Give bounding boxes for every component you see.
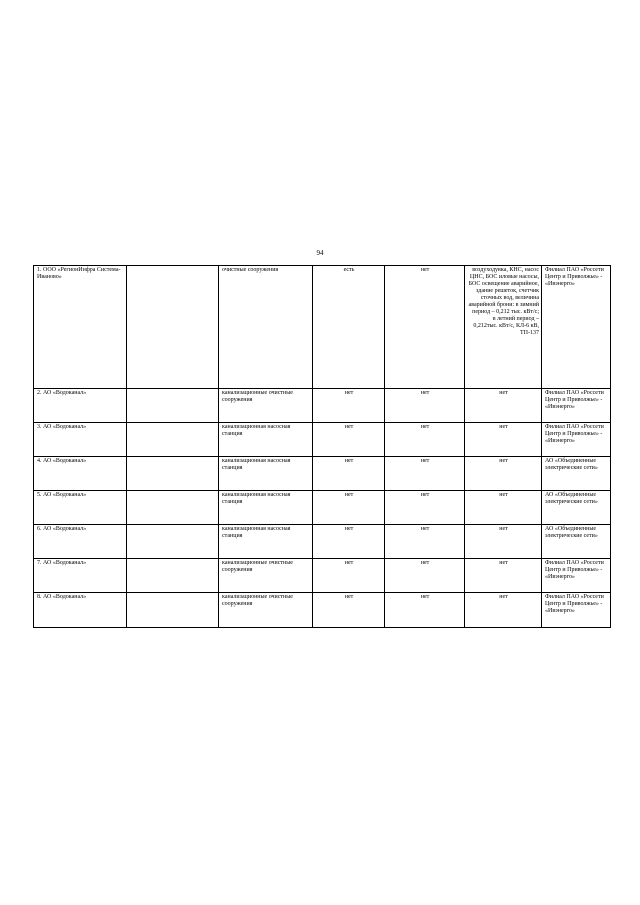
supplier-cell: Филиал ПАО «Россети Центр и Приволжье» - «Ивэнерго» — [542, 423, 611, 457]
equipment-cell: нет — [465, 525, 542, 559]
org-cell: 5. АО «Водоканал» — [34, 491, 127, 525]
org-cell: 3. АО «Водоканал» — [34, 423, 127, 457]
status-cell: нет — [385, 266, 465, 389]
backup-power-cell: нет — [313, 491, 385, 525]
org-cell: 4. АО «Водоканал» — [34, 457, 127, 491]
empty-cell — [127, 266, 219, 389]
object-cell: канализационная насосная станция — [219, 457, 313, 491]
backup-power-cell: нет — [313, 423, 385, 457]
equipment-cell: нет — [465, 457, 542, 491]
object-cell: канализационная насосная станция — [219, 525, 313, 559]
status-cell: нет — [385, 525, 465, 559]
object-cell: канализационные очистные сооружения — [219, 593, 313, 628]
equipment-cell: нет — [465, 423, 542, 457]
empty-cell — [127, 389, 219, 423]
table-row — [34, 423, 611, 457]
equipment-cell: воздуходувка, КНС, насос ЦНС, БОС иловые насосы, БОС освещение аварийное, здание решеток, счетчик сточных вод, величина аварийной брони: в зимний период – 0,212 тыс. кВт/с; в летний период – 0,212тыс. кВт/с, КЛ-6 кВ, ТП-137 — [465, 266, 542, 389]
table-row — [34, 457, 611, 491]
table-row — [34, 559, 611, 593]
object-cell: канализационная насосная станция — [219, 491, 313, 525]
supplier-cell: АО «Объединенные электрические сети» — [542, 525, 611, 559]
empty-cell — [127, 593, 219, 628]
object-cell: очистные сооружения — [219, 266, 313, 389]
status-cell: нет — [385, 423, 465, 457]
equipment-cell: нет — [465, 491, 542, 525]
status-cell: нет — [385, 491, 465, 525]
object-cell: канализационные очистные сооружения — [219, 559, 313, 593]
supplier-cell: Филиал ПАО «Россети Центр и Приволжье» - «Ивэнерго» — [542, 559, 611, 593]
table-row — [34, 266, 611, 389]
org-cell: 1. ООО «РегионИнфра Система-Иваново» — [34, 266, 127, 389]
backup-power-cell: нет — [313, 457, 385, 491]
org-cell: 2. АО «Водоканал» — [34, 389, 127, 423]
facilities-table — [33, 265, 611, 628]
equipment-cell: нет — [465, 593, 542, 628]
empty-cell — [127, 423, 219, 457]
object-cell: канализационные очистные сооружения — [219, 389, 313, 423]
empty-cell — [127, 457, 219, 491]
empty-cell — [127, 491, 219, 525]
table-row — [34, 525, 611, 559]
status-cell: нет — [385, 457, 465, 491]
status-cell: нет — [385, 559, 465, 593]
supplier-cell: Филиал ПАО «Россети Центр и Приволжье» - «Ивэнерго» — [542, 593, 611, 628]
empty-cell — [127, 525, 219, 559]
backup-power-cell: нет — [313, 389, 385, 423]
table-row — [34, 389, 611, 423]
backup-power-cell: есть — [313, 266, 385, 389]
backup-power-cell: нет — [313, 525, 385, 559]
backup-power-cell: нет — [313, 559, 385, 593]
supplier-cell: Филиал ПАО «Россети Центр и Приволжье» - «Ивэнерго» — [542, 266, 611, 389]
empty-cell — [127, 559, 219, 593]
org-cell: 7. АО «Водоканал» — [34, 559, 127, 593]
equipment-cell: нет — [465, 559, 542, 593]
page-number: 94 — [316, 249, 324, 257]
supplier-cell: АО «Объединенные электрические сети» — [542, 491, 611, 525]
org-cell: 8. АО «Водоканал» — [34, 593, 127, 628]
equipment-cell: нет — [465, 389, 542, 423]
status-cell: нет — [385, 593, 465, 628]
supplier-cell: Филиал ПАО «Россети Центр и Приволжье» - «Ивэнерго» — [542, 389, 611, 423]
org-cell: 6. АО «Водоканал» — [34, 525, 127, 559]
backup-power-cell: нет — [313, 593, 385, 628]
supplier-cell: АО «Объединенные электрические сети» — [542, 457, 611, 491]
table-row — [34, 593, 611, 628]
object-cell: канализационная насосная станция — [219, 423, 313, 457]
status-cell: нет — [385, 389, 465, 423]
table-row — [34, 491, 611, 525]
